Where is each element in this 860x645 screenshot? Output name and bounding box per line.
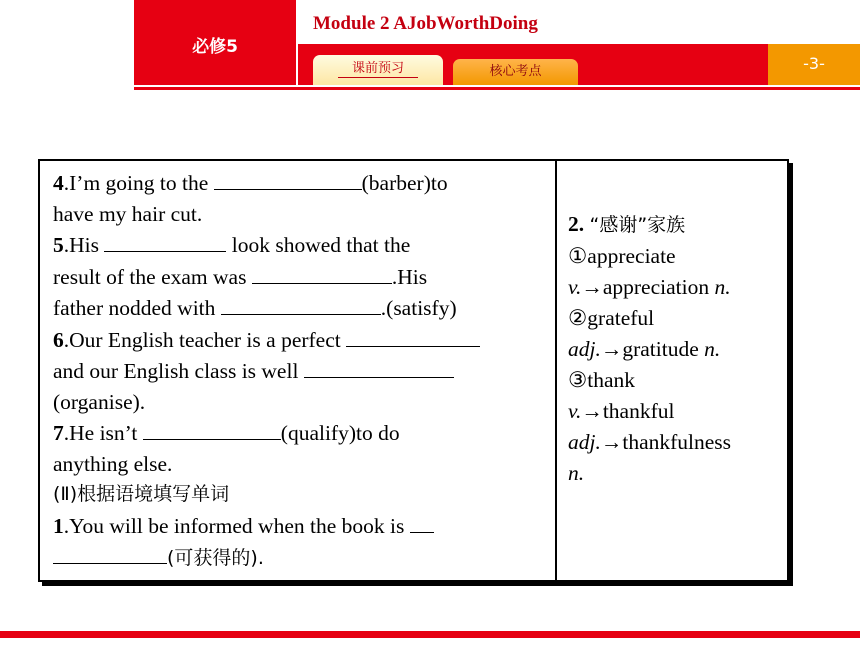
question-7-line-2: anything else. xyxy=(53,451,173,476)
question-6-line-3: (organise). xyxy=(53,389,146,414)
question-7-line-1 xyxy=(53,417,547,449)
question-number: 7 xyxy=(53,421,64,445)
notes-entry-1-derivation xyxy=(568,272,783,303)
part-of-speech: adj. xyxy=(568,337,601,361)
module-title: Module 2 AJobWorthDoing xyxy=(313,13,538,34)
part-of-speech: n. xyxy=(704,337,721,361)
question-5-line-1 xyxy=(53,229,547,261)
notes-entry-1-word xyxy=(568,241,783,272)
question-number: 4 xyxy=(53,171,64,195)
vocab-word: thank xyxy=(587,368,636,392)
notes-title-text: “感谢”家族 xyxy=(589,214,686,236)
question-text: .He isn’t xyxy=(63,421,143,445)
question-1-line-2 xyxy=(53,541,547,574)
answer-blank[interactable] xyxy=(252,261,392,284)
notes-entry-2-word xyxy=(568,303,783,334)
question-4-line-2: have my hair cut. xyxy=(53,201,203,226)
arrow-icon: → xyxy=(581,275,603,299)
question-text: (barber)to xyxy=(361,171,448,195)
question-text: look showed that the xyxy=(226,233,411,257)
question-number: 5 xyxy=(53,233,64,257)
part-of-speech: v. xyxy=(568,399,582,423)
part-of-speech: v. xyxy=(568,275,582,299)
question-6-line-1 xyxy=(53,324,547,356)
question-text: .Our English teacher is a perfect xyxy=(63,327,347,352)
question-text: .You will be informed when the book is xyxy=(63,513,410,538)
arrow-icon: → xyxy=(581,399,603,423)
footer-bar xyxy=(0,631,860,638)
question-text: .(satisfy) xyxy=(380,296,457,320)
circled-number-marker: ② xyxy=(568,306,588,330)
tab-key-points-label: 核心考点 xyxy=(489,64,542,79)
notes-entry-3-extra xyxy=(568,427,783,458)
derived-word: thankfulness xyxy=(622,430,732,454)
derived-word: thankful xyxy=(602,399,675,423)
answer-blank[interactable] xyxy=(214,167,362,190)
question-text: .His xyxy=(391,264,428,289)
circled-number-marker: ③ xyxy=(568,368,588,392)
tab-key-points[interactable] xyxy=(453,59,578,85)
question-text: (可获得的). xyxy=(167,547,264,569)
question-5-line-3 xyxy=(53,292,547,324)
part-of-speech: adj. xyxy=(568,430,601,454)
answer-blank[interactable] xyxy=(410,510,434,533)
answer-blank[interactable] xyxy=(346,324,480,347)
notes-column xyxy=(557,161,787,580)
question-6-line-2 xyxy=(53,355,547,387)
question-1-line-1 xyxy=(53,510,547,542)
arrow-icon: → xyxy=(600,337,623,361)
header-divider xyxy=(134,87,860,90)
notes-entry-3-word xyxy=(568,365,783,396)
vocab-word: grateful xyxy=(587,306,655,330)
question-number: 1 xyxy=(53,513,64,538)
book-label: 必修5 xyxy=(192,37,238,57)
question-number: 6 xyxy=(53,327,64,352)
derived-word: appreciation xyxy=(602,275,710,299)
question-text: father nodded with xyxy=(53,296,221,320)
part-of-speech: n. xyxy=(714,275,731,299)
notes-entry-2-derivation xyxy=(568,334,783,365)
question-text: .I’m going to the xyxy=(63,171,214,195)
notes-title xyxy=(568,209,783,241)
page-number: -3- xyxy=(803,54,825,73)
question-text: (qualify)to do xyxy=(280,421,400,445)
circled-number-marker: ① xyxy=(568,244,588,268)
notes-title-number: 2. xyxy=(568,212,585,236)
answer-blank[interactable] xyxy=(221,292,381,315)
vocab-word: appreciate xyxy=(587,244,676,268)
tab-preview[interactable] xyxy=(313,55,443,85)
exercise-table xyxy=(38,159,789,582)
derived-word: gratitude xyxy=(622,337,699,361)
exercise-column xyxy=(40,161,557,580)
section-2-title: (Ⅱ)根据语境填写单词 xyxy=(53,483,230,505)
notes-entry-3-derivation xyxy=(568,396,783,427)
question-4-line-1 xyxy=(53,167,547,199)
question-text: .His xyxy=(63,233,105,257)
answer-blank[interactable] xyxy=(104,229,226,252)
question-text: result of the exam was xyxy=(53,264,252,289)
answer-blank[interactable] xyxy=(304,355,454,378)
arrow-icon: → xyxy=(600,430,623,454)
tab-preview-label: 课前预习 xyxy=(338,61,418,78)
question-text: and our English class is well xyxy=(53,359,304,383)
notes-entry-3-extra-pos: n. xyxy=(568,461,585,485)
question-5-line-2 xyxy=(53,261,547,293)
answer-blank[interactable] xyxy=(53,541,167,564)
answer-blank[interactable] xyxy=(143,417,281,440)
